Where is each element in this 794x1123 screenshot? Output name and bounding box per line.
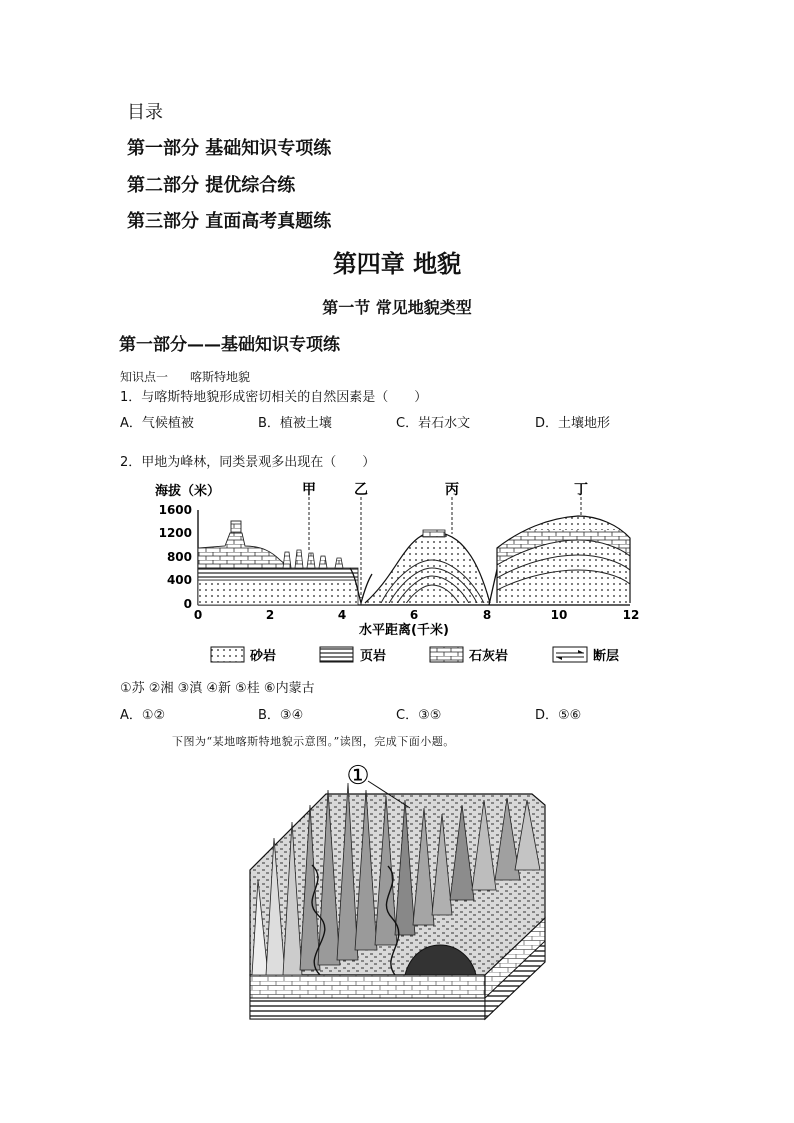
legend-shale-label: 页岩 [360,649,387,664]
y-tick-1200: 1200 [158,526,192,540]
q1-option-c: C．岩石水文 [396,416,471,431]
geologic-profile-figure [140,472,660,672]
q2-provinces: ①苏 ②湘 ③滇 ④新 ⑤桂 ⑥内蒙古 [120,681,315,696]
part-title: 第一部分——基础知识专项练 [119,335,340,355]
x-tick-12: 12 [622,608,640,622]
section-title: 第一节 常见地貌类型 [322,298,472,317]
legend-limestone-swatch [430,647,463,662]
x-tick-6: 6 [409,608,419,622]
q2-option-b: B．③④ [258,708,304,723]
q2-option-a: A．①② [120,708,166,723]
left-plateau [198,521,358,605]
legend-fault-swatch [553,647,587,662]
x-tick-2: 2 [265,608,275,622]
toc-item-part2: 第二部分 提优综合练 [127,175,296,196]
knowledge-point [120,368,250,385]
x-tick-10: 10 [550,608,568,622]
knowledge-point-topic: 喀斯特地貌 [190,370,251,384]
y-tick-800: 800 [166,550,192,564]
x-tick-8: 8 [482,608,492,622]
q1-option-b: B．植被土壤 [258,416,332,431]
place-ding: 丁 [574,482,588,498]
legend-fault-label: 断层 [593,649,620,664]
q1-option-d: D．土壤地形 [535,416,611,431]
marker-1: ① [346,761,370,791]
x-tick-4: 4 [337,608,347,622]
q1-stem: 1．与喀斯特地貌形成密切相关的自然因素是（ ） [120,390,428,405]
legend-shale-swatch [320,647,353,662]
y-tick-0: 0 [183,597,192,611]
y-axis-label: 海拔（米） [155,484,221,499]
legend-sandstone-label: 砂岩 [250,649,277,664]
q2-option-c: C．③⑤ [396,708,442,723]
q2-stem: 2．甲地为峰林，同类景观多出现在（ ） [120,455,376,470]
toc-item-part1: 第一部分 基础知识专项练 [127,138,332,159]
knowledge-point-label: 知识点一 [120,370,169,384]
x-axis-label: 水平距离(千米) [359,623,449,638]
place-jia: 甲 [302,482,316,498]
anticline-cap [423,530,445,537]
x-tick-0: 0 [193,608,203,622]
q1-option-a: A．气候植被 [120,416,194,431]
legend-sandstone-swatch [211,647,244,662]
karst-block-diagram [240,755,560,1025]
figure-intro: 下图为“某地喀斯特地貌示意图。”读图，完成下面小题。 [172,735,455,748]
chapter-title: 第四章 地貌 [332,249,462,278]
place-yi: 乙 [354,482,368,498]
legend [211,647,619,664]
y-tick-400: 400 [166,573,192,587]
y-tick-1600: 1600 [158,503,192,517]
place-bing: 丙 [445,482,459,498]
toc-item-part3: 第三部分 直面高考真题练 [127,211,332,232]
q2-option-d: D．⑤⑥ [535,708,582,723]
toc-heading: 目录 [127,102,163,123]
legend-limestone-label: 石灰岩 [469,649,509,664]
block-front-strata [250,998,485,1019]
